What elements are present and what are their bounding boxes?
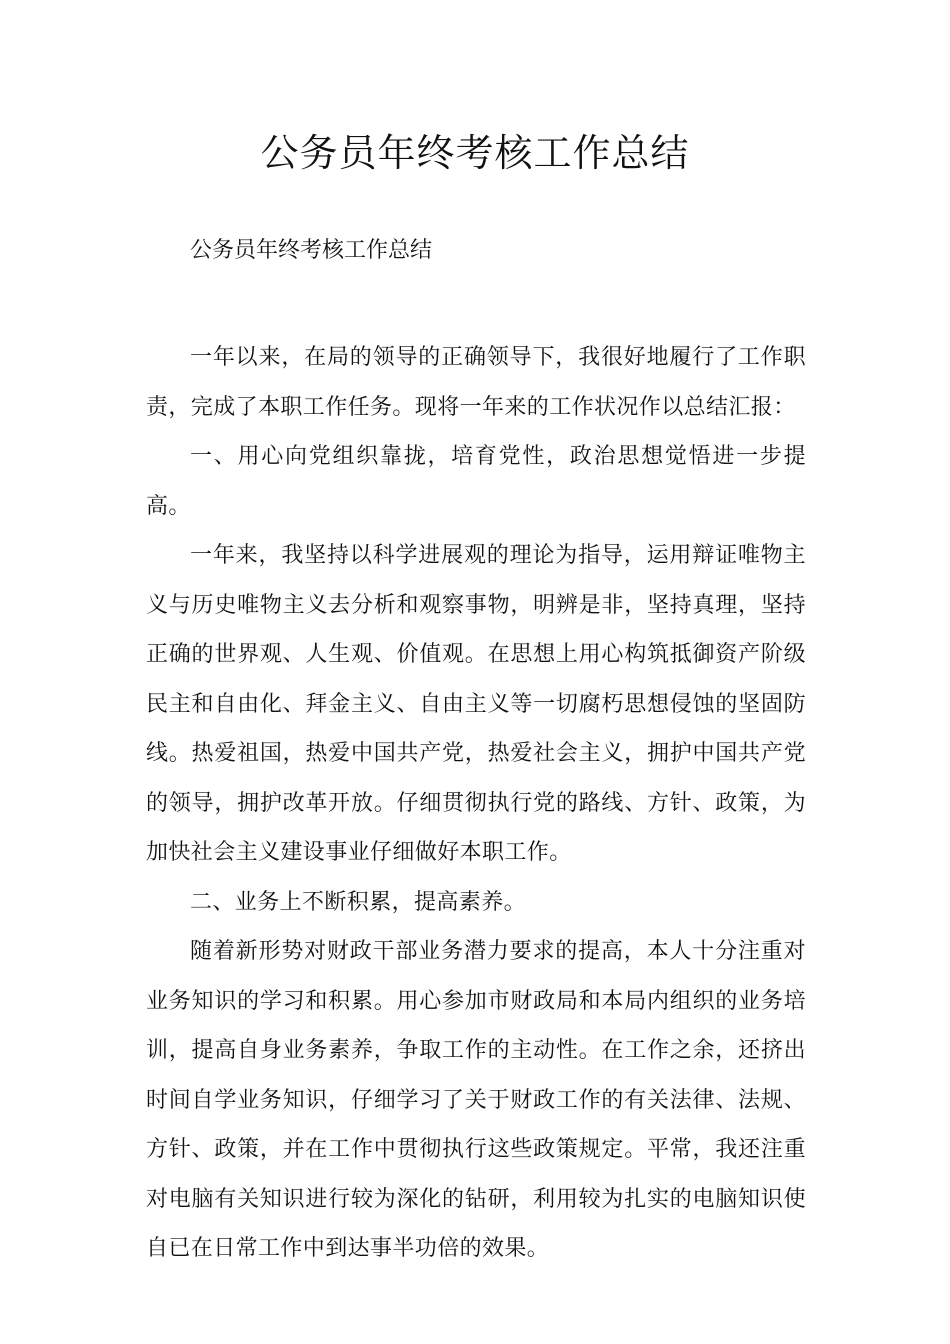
paragraph-section-1: 一年来，我坚持以科学进展观的理论为指导，运用辩证唯物主义与历史唯物主义去分析和观察事物，明辨是非，坚持真理，坚持正确的世界观、人生观、价值观。在思想上用心构筑抵御资产阶级民主和自由化、拜金主义、自由主义等一切腐朽思想侵蚀的坚固防线。热爱祖国，热爱中国共产党，热爱社会主义，拥护中国共产党的领导，拥护改革开放。仔细贯彻执行党的路线、方针、政策，为加快社会主义建设事业仔细做好本职工作。 — [146, 543, 806, 865]
paragraph-intro: 一年以来，在局的领导的正确领导下，我很好地履行了工作职责，完成了本职工作任务。现将一年来的工作状况作以总结汇报： — [146, 345, 806, 420]
section-heading-1: 一、用心向党组织靠拢，培育党性，政治思想觉悟进一步提高。 — [146, 444, 806, 519]
paragraph-section-2: 随着新形势对财政干部业务潜力要求的提高，本人十分注重对业务知识的学习和积累。用心参加市财政局和本局内组织的业务培训，提高自身业务素养，争取工作的主动性。在工作之余，还挤出时间自学业务知识，仔细学习了关于财政工作的有关法律、法规、方针、政策，并在工作中贯彻执行这些政策规定。平常，我还注重对电脑有关知识进行较为深化的钻研，利用较为扎实的电脑知识使自已在日常工作中到达事半功倍的效果。 — [146, 939, 806, 1261]
document-body — [146, 333, 806, 1274]
section-heading-2: 二、业务上不断积累，提高素养。 — [190, 889, 527, 915]
document-subtitle: 公务员年终考核工作总结 — [190, 238, 433, 263]
document-title: 公务员年终考核工作总结 — [260, 131, 690, 175]
